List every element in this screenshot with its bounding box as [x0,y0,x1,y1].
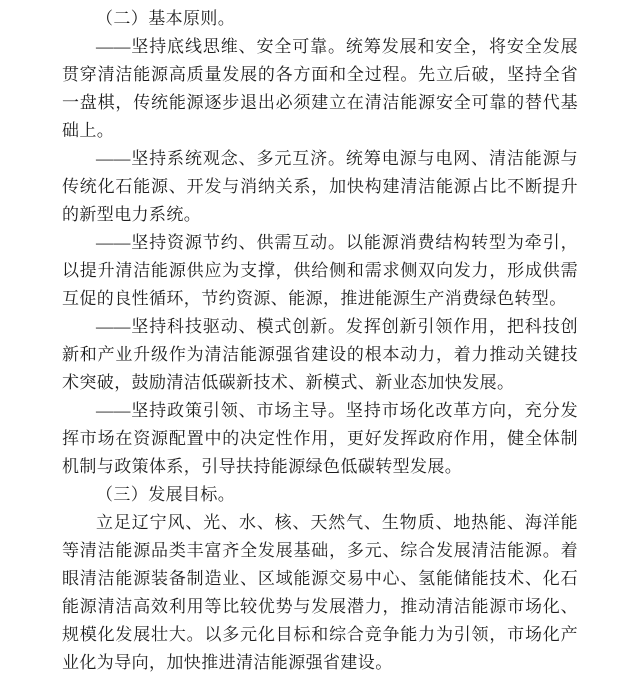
paragraph-principle-policy-market: ——坚持政策引领、市场主导。坚持市场化改革方向，充分发挥市场在资源配置中的决定性作用，更好发挥政府作用，健全体制机制与政策体系，引导扶持能源绿色低碳转型发展。 [62,401,578,476]
section-heading-development-goals: （三）发展目标。 [96,485,236,504]
paragraph-principle-system-concept: ——坚持系统观念、多元互济。统筹电源与电网、清洁能源与传统化石能源、开发与消纳关系，加快构建清洁能源占比不断提升的新型电力系统。 [62,149,578,224]
paragraph-principle-bottom-line-safety: ——坚持底线思维、安全可靠。统筹发展和安全，将安全发展贯穿清洁能源高质量发展的各方面和全过程。先立后破，坚持全省一盘棋，传统能源逐步退出必须建立在清洁能源安全可靠的替代基础上。 [62,37,578,140]
section-heading-basic-principles: （二）基本原则。 [96,9,236,28]
paragraph-development-goals: 立足辽宁风、光、水、核、天然气、生物质、地热能、海洋能等清洁能源品类丰富齐全发展基础，多元、综合发展清洁能源。着眼清洁能源装备制造业、区域能源交易中心、氢能储能技术、化石能源清洁高效利用等比较优势与发展潜力，推动清洁能源市场化、规模化发展壮大。以多元化目标和综合竞争能力为引领，市场化产业化为导向，加快推进清洁能源强省建设。 [62,513,578,672]
document-body [62,5,578,677]
paragraph-principle-tech-driven: ——坚持科技驱动、模式创新。发挥创新引领作用，把科技创新和产业升级作为清洁能源强省建设的根本动力，着力推动关键技术突破，鼓励清洁低碳新技术、新模式、新业态加快发展。 [62,317,578,392]
paragraph-principle-resource-saving: ——坚持资源节约、供需互动。以能源消费结构转型为牵引，以提升清洁能源供应为支撑，供给侧和需求侧双向发力，形成供需互促的良性循环，节约资源、能源，推进能源生产消费绿色转型。 [62,233,578,308]
